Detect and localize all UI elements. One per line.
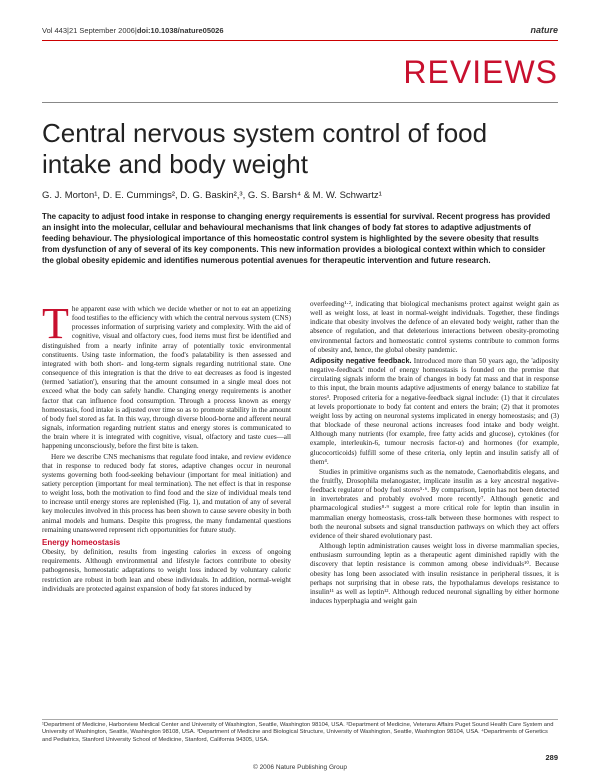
- page-number: 289: [545, 753, 558, 762]
- intro-text: he apparent ease with which we decide whether or not to eat an appetizing food testifies to the efficiency with which the central nervous system (CNS) processes information of surprising variety and complexity. With the aid of cognitive, visual and olfactory cues, food items must first be identified and distinguished from a nearly infinite array of potentially toxic environmental constituents. Using taste information, the food's palatability is then assessed and integrated with both short- and long-term signals regarding nutritional state. One consequence of this integration is that the drive to eat decreases as food is ingested (termed 'satiation'), ensuring that the amount consumed in a single meal does not exceed what the body can safely handle. Changing energy requirements is another factor that can influence food consumption. Through a process known as energy homeostasis, food intake is adjusted over time so as to promote stability in the amount of body fuel stored as fat. In this way, through diverse blood-borne and afferent neural signals, information regarding nutrient status and energy stores is communicated to the brain where it is integrated with cognitive, visual, olfactory and taste cues—all happening unconsciously, before the first bite is taken.: [42, 305, 291, 451]
- drop-cap: T: [42, 299, 69, 348]
- copyright-notice: © 2006 Nature Publishing Group: [252, 764, 348, 771]
- section-heading: Energy homeostasis: [42, 537, 121, 547]
- section-label: REVIEWS: [403, 54, 558, 90]
- intro-paragraph: [42, 299, 291, 452]
- body-paragraph: [310, 356, 559, 467]
- right-column: [310, 300, 559, 607]
- author-list: G. J. Morton¹, D. E. Cummings², D. G. Baskin²,³, G. S. Barsh⁴ & M. W. Schwartz¹: [42, 190, 382, 201]
- body-paragraph: Studies in primitive organisms such as the nematode, Caenorhabditis elegans, and the fruitfly, Drosophila melanogaster, implicate insulin as a key ancestral negative-feedback regulator of body fuel stores⁵·⁶. By comparison, leptin has not been detected in invertebrates and probably evolved more recently⁷. Although genetic and pharmacological studies⁸·⁹ suggest a more critical role for leptin than insulin in mammalian energy homeostasis, cross-talk between these hormones with respect to both the neuronal subsets and signal transduction pathways on which they act offers evidence of their shared evolutionary past.: [310, 467, 559, 540]
- body-paragraph: Here we describe CNS mechanisms that regulate food intake, and review evidence that in response to reduced body fat stores, adaptive changes occur in neuronal systems governing both food-seeking behaviour (important for meal initiation) and satiety perception (important for meal termination). The net effect is that in response to weight loss, both the motivation to find food and the size of individual meals tend to increase until energy stores are replenished (Fig. 1), and mutation of any of several key molecules involved in this process has been shown to cause severe obesity in both animal models and humans. Despite this progress, the many fundamental questions remaining unanswered represent rich opportunities for future study.: [42, 452, 291, 534]
- footnote-rule: [42, 719, 558, 720]
- body-paragraph: Obesity, by definition, results from ingesting calories in excess of ongoing requirements. Although environmental and lifestyle factors contribute to obesity pathogenesis, homeostatic adaptations to weight loss induced by voluntary caloric restriction are robust in both lean and obese individuals. In addition, normal-weight individuals are protected against expansion of body fat stores induced by: [42, 548, 291, 593]
- abstract: The capacity to adjust food intake in response to changing energy requirements is essential for survival. Recent progress has provided an insight into the molecular, cellular and behavioural mechanisms that link changes of body fat stores to adaptive adjustments of feeding behaviour. The physiological importance of this homeostatic control system is highlighted by the severe obesity that results from dysfunction of any of several of its key components. This new information provides a biological context within which to consider the global obesity epidemic and identifies numerous potential avenues for therapeutic intervention and future research.: [42, 212, 551, 265]
- running-header: [42, 26, 558, 38]
- run-in-heading: Adiposity negative feedback.: [310, 355, 412, 365]
- doi-link[interactable]: doi:10.1038/nature05026: [136, 26, 224, 35]
- nature-logo: nature: [530, 25, 558, 35]
- journal-citation: [42, 26, 224, 35]
- left-column: [42, 299, 291, 595]
- body-paragraph: Although leptin administration causes weight loss in diverse mammalian species, enthusiasm surrounding leptin as a therapeutic agent diminished rapidly with the discovery that leptin resistance is common among obese individuals¹⁰. Because obesity has long been associated with insulin resistance in peripheral tissues, it is perhaps not surprising that in obese rats, the hypothalamus develops resistance to insulin¹¹ as well as leptin¹². Although reduced neuronal signalling by either hormone induces hyperphagia and weight gain: [310, 542, 559, 605]
- article-title: Central nervous system control of food intake and body weight: [42, 118, 488, 179]
- affiliations-footnote: ¹Department of Medicine, Harborview Medical Center and University of Washington, Seattle, Washington 98104, USA. ²Department of Medicine, Veterans Affairs Puget Sound Health Care System and University of Washington, Seattle, Washington 98108, USA. ³Department of Medicine and Biological Structure, University of Washington, Seattle, Washington 98104, USA. ⁴Departments of Genetics and Pediatrics, Stanford University School of Medicine, Stanford, California 94305, USA.: [42, 722, 554, 743]
- body-paragraph: overfeeding¹·², indicating that biological mechanisms protect against weight gain as well as weight loss, at least in normal-weight individuals. Together, these findings indicate that obesity involves the defence of an elevated body weight, rather than the absence of regulation, and that deleterious interactions between obesity-promoting environmental factors and homeostatic control systems contribute to common forms of obesity and, hence, the global obesity pandemic.: [310, 300, 559, 354]
- citation-prefix: Vol 443|21 September 2006|: [42, 26, 137, 35]
- body-text: Introduced more than 50 years ago, the 'adiposity negative-feedback' model of energy homeostasis is founded on the premise that circulating signals inform the brain of changes in body fat mass and that in response to this input, the brain mounts adaptive adjustments of energy balance to stabilize fat stores³. Proposed criteria for a negative-feedback signal include: (1) that it circulates at levels proportionate to body fat content and enters the brain; (2) that it promotes weight loss by acting on neuronal systems implicated in energy homeostasis; and (3) that blockade of these neuronal actions increases food intake and body weight. Although many nutrients (for example, free fatty acids and glucose), cytokines (for example, interleukin-6, tumour necrosis factor-α) and hormones (for example, glucocorticoids) fulfill some of these criteria, only leptin and insulin satisfy all of them⁴.: [310, 356, 559, 466]
- header-rule: [42, 40, 558, 41]
- title-divider: [42, 102, 558, 103]
